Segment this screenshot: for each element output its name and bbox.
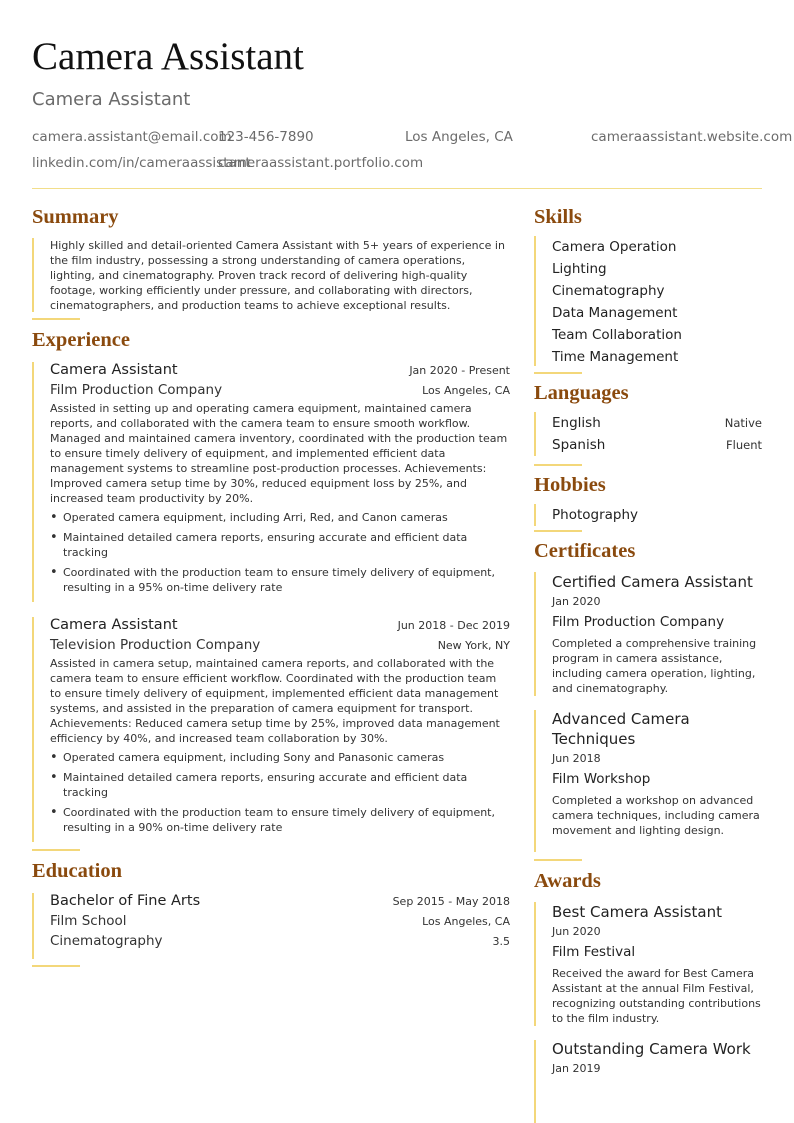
education-dates: Sep 2015 - May 2018 <box>392 895 510 908</box>
summary-underline <box>32 318 80 320</box>
certificate-1 <box>552 572 762 696</box>
education-field: Cinematography <box>50 933 163 949</box>
language-name: English <box>552 415 601 431</box>
job-1-company: Film Production Company <box>50 382 223 398</box>
languages-accent-bar <box>534 412 536 456</box>
resume-name: Camera Assistant <box>32 35 304 78</box>
summary-text: Highly skilled and detail-oriented Camera Assistant with 5+ years of experience in the film industry, possessing a strong understanding of camera operations, lighting, and cinematography. Proven track record of delivering high-quality footage, working efficiently under pressure, and collaborating with directors, cinematographers, and production teams to achieve exceptional results. <box>50 239 505 312</box>
header-divider <box>32 188 762 189</box>
job-2-description: Assisted in camera setup, maintained camera reports, and collaborated with the camera team to ensure efficient workflow. Coordinated with the production team to ensure timely delivery of equipment, implemented efficient data management systems, and assisted in the preparation of camera equipment for transport. Achievements: Reduced camera setup time by 25%, improved data management efficiency by 40%, and increased team collaboration by 30%. <box>50 657 500 745</box>
cert-1-date: Jan 2020 <box>552 595 601 608</box>
cert-2-date: Jun 2018 <box>552 752 601 765</box>
education-heading: Education <box>32 860 122 882</box>
cert-2-title: Advanced Camera Techniques <box>552 710 690 748</box>
experience-underline <box>32 849 80 851</box>
job-1-role: Camera Assistant <box>50 362 178 378</box>
skills-list <box>552 236 762 368</box>
list-item: Lighting <box>552 261 607 277</box>
certificates-heading: Certificates <box>534 540 636 562</box>
contact-location: Los Angeles, CA <box>405 129 513 145</box>
list-item: Team Collaboration <box>552 327 682 343</box>
award-2 <box>552 1039 762 1075</box>
summary-heading: Summary <box>32 206 119 228</box>
cert-2-org: Film Workshop <box>552 771 651 787</box>
job-2-company: Television Production Company <box>50 637 261 653</box>
hobbies-accent-bar <box>534 504 536 526</box>
resume-title: Camera Assistant <box>32 89 191 110</box>
job-2-location: New York, NY <box>437 639 510 652</box>
list-item: Data Management <box>552 305 678 321</box>
list-item: Time Management <box>552 349 679 365</box>
cert-1-accent-bar <box>534 572 536 696</box>
language-level: Fluent <box>726 438 762 452</box>
certificates-underline <box>534 859 582 861</box>
education-gpa: 3.5 <box>492 935 510 948</box>
award-1 <box>552 902 762 1026</box>
list-item: Camera Operation <box>552 239 677 255</box>
job-2-bullets <box>50 750 510 835</box>
languages-list <box>552 412 762 456</box>
hobbies-heading: Hobbies <box>534 474 606 496</box>
job-1-accent-bar <box>32 362 34 602</box>
languages-heading: Languages <box>534 382 629 404</box>
education-accent-bar <box>32 893 34 959</box>
list-item: • Maintained detailed camera reports, ensuring accurate and efficient data tracking <box>50 530 510 560</box>
list-item: Photography <box>552 507 639 523</box>
language-name: Spanish <box>552 437 606 453</box>
award-1-date: Jun 2020 <box>552 925 601 938</box>
skills-underline <box>534 372 582 374</box>
job-1-dates: Jan 2020 - Present <box>409 364 510 377</box>
list-item: • Operated camera equipment, including Arri, Red, and Canon cameras <box>50 510 510 525</box>
job-2-dates: Jun 2018 - Dec 2019 <box>397 619 510 632</box>
awards-heading: Awards <box>534 870 601 892</box>
award-1-title: Best Camera Assistant <box>552 903 722 921</box>
job-2 <box>50 617 510 840</box>
contact-linkedin[interactable]: linkedin.com/in/cameraassistant <box>32 155 251 171</box>
job-2-accent-bar <box>32 617 34 842</box>
education-degree: Bachelor of Fine Arts <box>50 893 201 909</box>
list-item: • Coordinated with the production team to ensure timely delivery of equipment, resulting in a 95% on-time delivery rate <box>50 565 510 595</box>
education-underline <box>32 965 80 967</box>
list-item <box>552 412 762 434</box>
award-2-accent-bar <box>534 1040 536 1123</box>
job-1 <box>50 362 510 600</box>
experience-heading: Experience <box>32 329 130 351</box>
language-level: Native <box>724 416 762 430</box>
cert-2-description: Completed a workshop on advanced camera techniques, including camera movement and lighting design. <box>552 794 760 837</box>
list-item: • Maintained detailed camera reports, ensuring accurate and efficient data tracking <box>50 770 510 800</box>
award-1-description: Received the award for Best Camera Assistant at the annual Film Festival, recognizing outstanding contributions to the film industry. <box>552 967 761 1025</box>
cert-1-title: Certified Camera Assistant <box>552 573 753 591</box>
contact-portfolio[interactable]: cameraassistant.portfolio.com <box>218 155 424 171</box>
certificate-2 <box>552 709 762 838</box>
cert-2-accent-bar <box>534 710 536 852</box>
award-2-date: Jan 2019 <box>552 1062 601 1075</box>
contact-website[interactable]: cameraassistant.website.com <box>591 129 793 145</box>
summary-accent-bar <box>32 238 34 312</box>
cert-1-description: Completed a comprehensive training program in camera assistance, including camera operation, lighting, and cinematography. <box>552 637 757 695</box>
list-item: • Coordinated with the production team to ensure timely delivery of equipment, resulting in a 90% on-time delivery rate <box>50 805 510 835</box>
education-entry <box>50 893 510 949</box>
skills-heading: Skills <box>534 206 582 228</box>
contact-phone[interactable]: 123-456-7890 <box>218 129 314 145</box>
education-location: Los Angeles, CA <box>422 915 510 928</box>
job-2-role: Camera Assistant <box>50 617 178 633</box>
award-1-org: Film Festival <box>552 944 636 960</box>
skills-accent-bar <box>534 236 536 366</box>
languages-underline <box>534 464 582 466</box>
cert-1-org: Film Production Company <box>552 614 725 630</box>
job-1-description: Assisted in setting up and operating camera equipment, maintained camera reports, and collaborated with the camera team to ensure smooth workflow. Managed and maintained camera inventory, coordinated with the production team to ensure timely delivery of equipment, and implemented efficient data management systems to streamline post-production processes. Achievements: Improved camera setup time by 30%, reduced equipment loss by 25%, and increased team productivity by 20%. <box>50 402 508 505</box>
award-2-title: Outstanding Camera Work <box>552 1040 751 1058</box>
list-item: Cinematography <box>552 283 665 299</box>
list-item <box>552 434 762 456</box>
list-item: • Operated camera equipment, including Sony and Panasonic cameras <box>50 750 510 765</box>
award-1-accent-bar <box>534 902 536 1026</box>
contact-email[interactable]: camera.assistant@email.com <box>32 129 232 145</box>
hobbies-underline <box>534 530 582 532</box>
education-school: Film School <box>50 913 127 929</box>
job-1-bullets <box>50 510 510 595</box>
job-1-location: Los Angeles, CA <box>422 384 510 397</box>
